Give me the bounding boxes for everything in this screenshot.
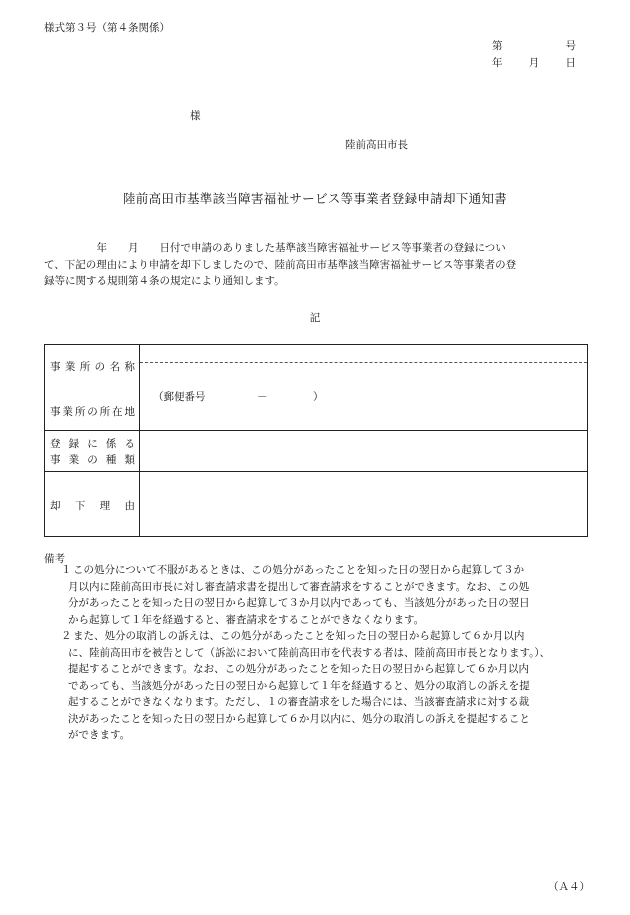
- label-char: の: [87, 454, 98, 466]
- body-line: 年 月 日付で申請のありました基準該当障害福祉サービス等事業者の登録につい: [44, 242, 506, 254]
- date-day: 日: [565, 57, 576, 69]
- details-table: [44, 344, 588, 537]
- note-line: 分があったことを知った日の翌日から起算して３か月以内であっても、当該処分があった日の翌日: [68, 597, 530, 609]
- note-line: 提起することができます。なお、この処分があったことを知った日の翌日から起算して６か月以内: [68, 663, 530, 675]
- note-line: に、陸前高田市を被告として（訴訟において陸前高田市を代表する者は、陸前高田市長となります。）、: [68, 646, 551, 659]
- label-char: 類: [124, 454, 135, 466]
- note-line: から起算して１年を経過すると、審査請求をすることができなくなります。: [68, 613, 425, 626]
- label-char: 地: [124, 406, 135, 418]
- body-text: [44, 240, 592, 290]
- reason-label: [50, 498, 135, 513]
- label-char: 係: [105, 438, 117, 450]
- postal-label: （郵便番号: [153, 391, 206, 403]
- body-line: て、下記の理由により申請を却下しましたので、陸前高田市基準該当障害福祉サービス等事業者の登: [44, 258, 517, 271]
- document-title: 陸前高田市基準該当障害福祉サービス等事業者登録申請却下通知書: [122, 191, 507, 206]
- label-char: 所: [74, 406, 86, 418]
- postal-close: ）: [313, 391, 324, 403]
- label-char: 在: [112, 406, 123, 418]
- note-line: 月以内に陸前高田市長に対し審査請求書を提出して審査請求をすることができます。なお、この処: [68, 580, 530, 593]
- table-row-reason: [45, 471, 587, 536]
- office-name-label: [50, 359, 135, 374]
- document-number: [492, 38, 576, 53]
- label-char: 業: [68, 454, 80, 466]
- ki-heading: 記: [309, 312, 321, 324]
- note-line: 決があったことを知った日の翌日から起算して６か月以内に、処分の取消しの訴えを提起すること: [68, 712, 530, 725]
- label-char: 種: [105, 454, 117, 466]
- dashed-divider: [140, 362, 587, 363]
- note-number: １: [61, 564, 72, 576]
- label-char: 事: [50, 361, 61, 373]
- paper-size: （Ａ４）: [548, 881, 590, 893]
- issuer: 陸前高田市長: [345, 139, 408, 151]
- label-cell: [45, 345, 140, 430]
- label-char: る: [124, 438, 135, 450]
- label-char: 称: [124, 361, 135, 373]
- label-cell: [45, 472, 140, 536]
- label-char: に: [87, 438, 98, 450]
- note-item: [44, 562, 592, 628]
- service-type-label-1: [50, 436, 135, 451]
- note-line: であっても、当該処分があった日の翌日から起算して１年を経過すると、処分の取消しの訴えを提: [68, 679, 530, 692]
- label-char: 登: [50, 438, 61, 450]
- label-char: 名: [109, 361, 121, 373]
- note-item: [44, 628, 592, 744]
- label-char: の: [87, 406, 98, 418]
- table-row-service-type: [45, 430, 587, 472]
- note-number: ２: [61, 630, 72, 642]
- form-number: 様式第３号（第４条関係）: [44, 22, 170, 34]
- label-char: 由: [124, 500, 135, 512]
- note-line: この処分について不服があるときは、この処分があったことを知った日の翌日から起算して３か: [73, 564, 525, 576]
- body-line: 録等に関する規則第４条の規定により通知します。: [44, 275, 285, 287]
- label-char: の: [94, 361, 106, 373]
- document-number-prefix: 第: [492, 40, 503, 52]
- date-month: 月: [528, 57, 540, 69]
- label-char: 下: [74, 500, 86, 512]
- postal-dash: －: [257, 391, 268, 403]
- note-line: 起することができなくなります。ただし、１の審査請求をした場合には、当該審査請求に対する裁: [68, 696, 530, 708]
- label-char: 事: [50, 454, 61, 466]
- service-type-label-2: [50, 452, 135, 467]
- label-char: 却: [50, 500, 61, 512]
- note-line: また、処分の取消しの訴えは、この処分があったことを知った日の翌日から起算して６か月以内: [73, 630, 525, 642]
- label-char: 事: [50, 406, 61, 418]
- label-char: 所: [79, 361, 91, 373]
- office-address-label: [50, 404, 135, 419]
- document-date: [492, 55, 576, 70]
- date-year: 年: [492, 57, 503, 69]
- document-number-suffix: 号: [565, 40, 576, 52]
- label-char: 業: [62, 406, 73, 418]
- note-line: ができます。: [68, 729, 131, 741]
- table-row-office: [45, 345, 587, 430]
- label-char: 理: [99, 500, 111, 512]
- label-char: 録: [68, 438, 80, 450]
- recipient-suffix: 様: [190, 110, 201, 122]
- label-cell: [45, 431, 140, 472]
- notes-heading: 備考: [44, 553, 65, 565]
- label-char: 業: [64, 361, 76, 373]
- label-char: 所: [99, 406, 111, 418]
